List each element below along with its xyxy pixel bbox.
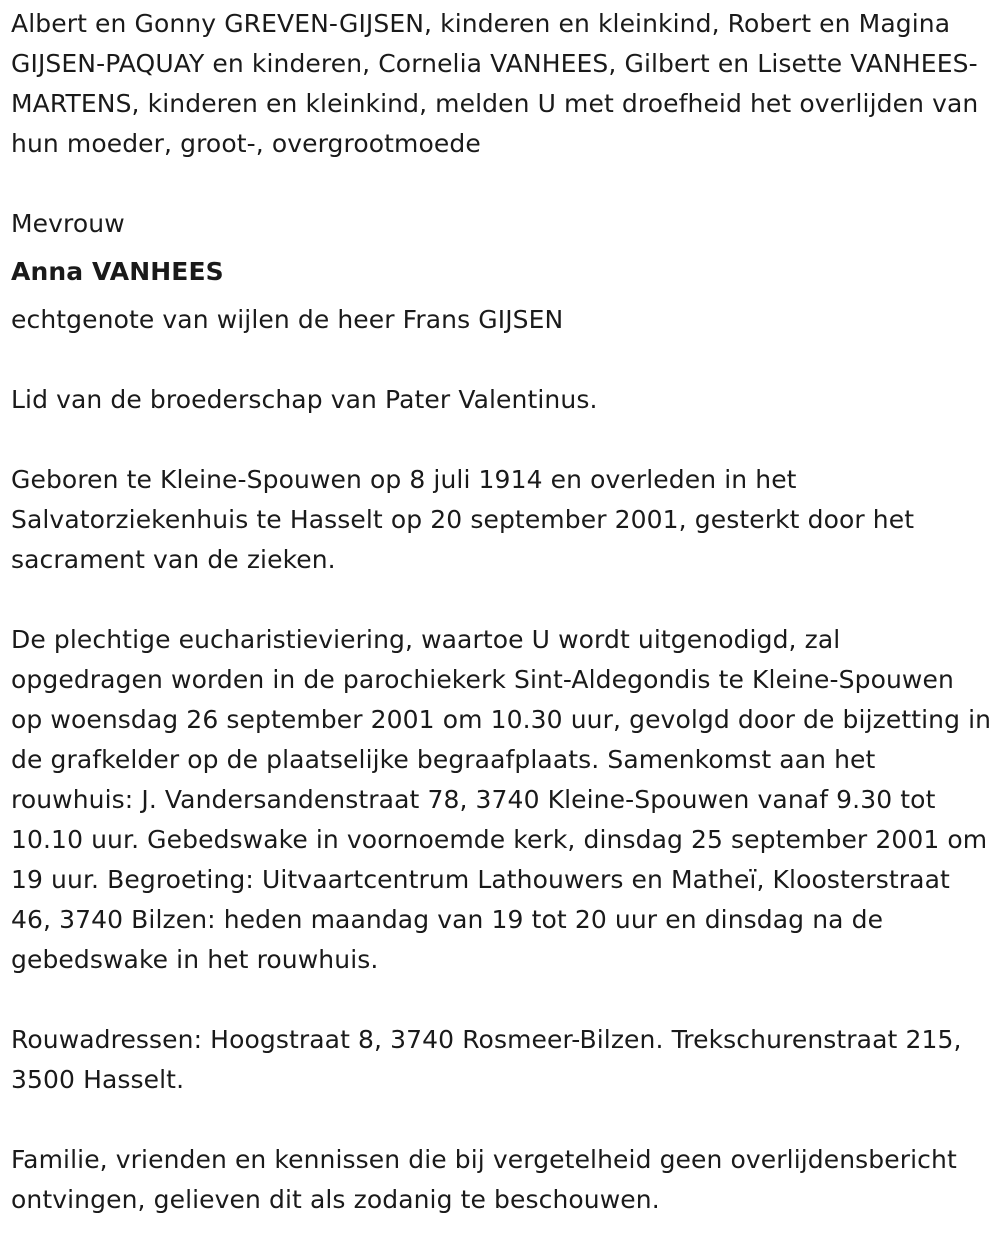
deceased-name: Anna VANHEES [11, 257, 224, 286]
membership-line: Lid van de broederschap van Pater Valentinus. [11, 385, 598, 414]
closing-paragraph: Familie, vrienden en kennissen die bij vergetelheid geen overlijdensbericht ontvingen, gelieven dit als zodanig te beschouwen. [11, 1145, 957, 1214]
spouse-line: echtgenote van wijlen de heer Frans GIJSEN [11, 305, 564, 334]
spacer [11, 980, 993, 1020]
salutation: Mevrouw [11, 209, 125, 238]
birth-death-paragraph: Geboren te Kleine-Spouwen op 8 juli 1914 en overleden in het Salvatorziekenhuis te Hasselt op 20 september 2001, gesterkt door het sacrament van de zieken. [11, 465, 915, 574]
ceremony-paragraph: De plechtige eucharistieviering, waartoe U wordt uitgenodigd, zal opgedragen worden in de parochiekerk Sint-Aldegondis te Kleine-Spouwen op woensdag 26 september 2001 om 10.30 uur, gevolgd door de bijzetting in de grafkelder op de plaatselijke begraafplaats. Samenkomst aan het rouwhuis: J. Vandersandenstraat 78, 3740 Kleine-Spouwen vanaf 9.30 tot 10.10 uur. Gebedswake in voornoemde kerk, dinsdag 25 september 2001 om 19 uur. Begroeting: Uitvaartcentrum Lathouwers en Matheï, Kloosterstraat 46, 3740 Bilzen: heden maandag van 19 tot 20 uur en dinsdag na de gebedswake in het rouwhuis. [11, 625, 992, 974]
spacer [11, 340, 993, 380]
addresses-paragraph: Rouwadressen: Hoogstraat 8, 3740 Rosmeer-Bilzen. Trekschurenstraat 215, 3500 Hasselt. [11, 1025, 962, 1094]
spacer [11, 1100, 993, 1140]
obituary-document [11, 4, 993, 1220]
spacer [11, 580, 993, 620]
intro-paragraph: Albert en Gonny GREVEN-GIJSEN, kinderen en kleinkind, Robert en Magina GIJSEN-PAQUAY en kinderen, Cornelia VANHEES, Gilbert en Lisette VANHEES-MARTENS, kinderen en kleinkind, melden U met droefheid het overlijden van hun moeder, groot-, overgrootmoede [11, 9, 979, 158]
spacer [11, 164, 993, 204]
spacer [11, 420, 993, 460]
